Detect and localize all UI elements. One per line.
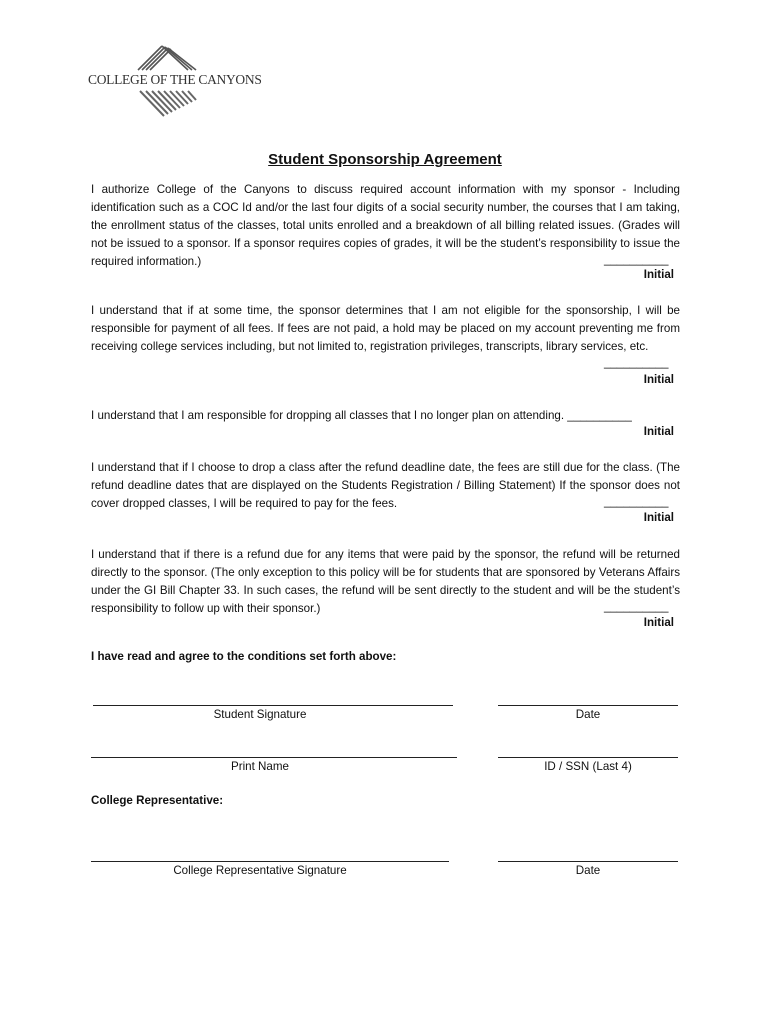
student-signature-line[interactable] — [93, 705, 453, 706]
id-ssn-label: ID / SSN (Last 4) — [544, 760, 632, 773]
initial-blank[interactable]: __________ — [604, 253, 669, 266]
paragraph-text: I understand that if I choose to drop a class after the refund deadline date, the fees are still due for the class. (The refund deadline dates that are displayed on the Students Registration / Billing Statement) If the sponsor does not cover dropped classes, I will be required to pay for the fees. — [91, 461, 680, 510]
paragraph-dropping — [91, 407, 680, 425]
print-name-line[interactable] — [91, 757, 457, 758]
paragraph-text: I understand that I am responsible for dropping all classes that I no longer plan on attending. __________ — [91, 409, 632, 422]
rep-signature-label: College Representative Signature — [173, 864, 347, 877]
id-ssn-line[interactable] — [498, 757, 678, 758]
college-logo — [88, 44, 262, 118]
paragraph-refund-deadline — [91, 459, 680, 513]
paragraph-text: I understand that if at some time, the sponsor determines that I am not eligible for the sponsorship, I will be responsible for payment of all fees. If fees are not paid, a hold may be placed on my account preventing me from receiving college services including, but not limited to, registration privileges, transcripts, library services, etc. — [91, 304, 680, 353]
paragraph-eligibility — [91, 302, 680, 356]
college-representative-heading: College Representative: — [91, 794, 224, 807]
initial-label: Initial — [643, 425, 674, 438]
initial-label: Initial — [643, 511, 674, 524]
paragraph-refund-sponsor — [91, 546, 680, 618]
initial-label: Initial — [643, 268, 674, 281]
page-title: Student Sponsorship Agreement — [268, 151, 502, 168]
rep-date-line[interactable] — [498, 861, 678, 862]
date-label: Date — [575, 708, 601, 721]
rep-date-label: Date — [575, 864, 601, 877]
initial-blank[interactable]: __________ — [604, 495, 669, 508]
initial-label: Initial — [643, 373, 674, 386]
initial-blank[interactable]: __________ — [604, 600, 669, 613]
paragraph-text: I authorize College of the Canyons to discuss required account information with my sponsor - Including identification such as a COC Id and/or the last four digits of a social security number, the courses that I am taking, the enrollment status of the classes, total units enrolled and a breakdown of all billing related issues. (Grades will not be issued to a sponsor. If a sponsor requires copies of grades, it will be the student’s responsibility to issue the required information.) — [91, 183, 680, 268]
paragraph-authorize — [91, 181, 680, 271]
initial-label: Initial — [643, 616, 674, 629]
print-name-label: Print Name — [231, 760, 289, 773]
rep-signature-line[interactable] — [91, 861, 449, 862]
paragraph-text: I understand that if there is a refund due for any items that were paid by the sponsor, the refund will be returned directly to the sponsor. (The only exception to this policy will be for students that are sponsored by Veterans Affairs under the GI Bill Chapter 33. In such cases, the refund will be sent directly to the student and will be the student’s responsibility to follow up with their sponsor.) — [91, 548, 680, 615]
agreement-statement: I have read and agree to the conditions set forth above: — [91, 650, 397, 663]
logo-text: COLLEGE OF THE CANYONS — [88, 72, 262, 87]
date-line[interactable] — [498, 705, 678, 706]
initial-blank[interactable]: __________ — [604, 356, 669, 369]
student-signature-label: Student Signature — [213, 708, 307, 721]
